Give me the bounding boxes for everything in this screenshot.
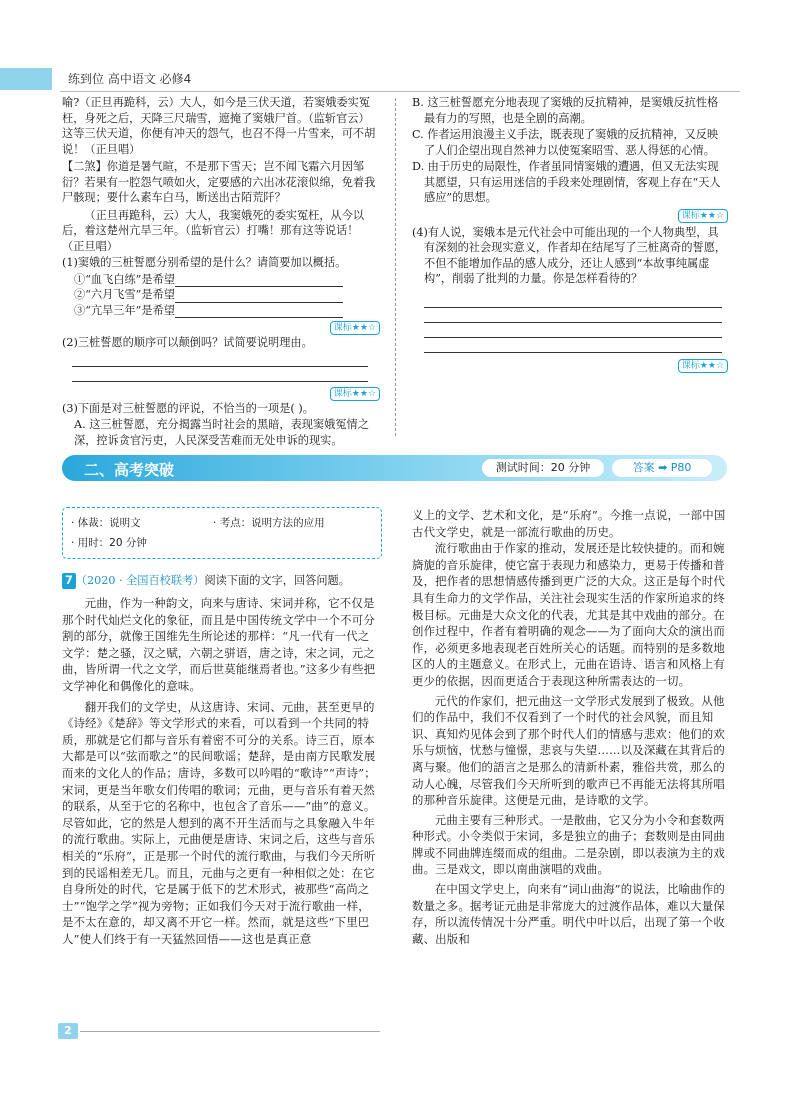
article-left-column — [62, 595, 380, 947]
difficulty-badge: 课标★★☆ — [330, 321, 380, 335]
answer-line[interactable] — [175, 317, 343, 318]
answer-line[interactable] — [424, 338, 722, 353]
test-time-pill: 测试时间：20 分钟 — [482, 459, 604, 477]
question-prompt: 阅读下面的文字，回答问题。 — [204, 574, 350, 587]
answer-row-2: ②“六月飞雪”是希望 — [62, 287, 380, 303]
header-accent-band — [0, 68, 52, 90]
left-upper-column — [62, 95, 380, 449]
answer-line[interactable] — [424, 323, 722, 338]
info-exam-point: · 考点：说明方法的应用 — [213, 517, 325, 529]
answer-line[interactable] — [72, 367, 368, 382]
footer-rule — [80, 1031, 380, 1032]
article-paragraph: 元代的作家们，把元曲这一文学形式发展到了极致。从他们的作品中，我们不仅看到了一个时代的社会风貌，而且知识、真知灼见体会到了那个时代人们的情感与悲欢：他们的欢乐与烦恼，忧愁与憧憬，悲哀与失望……以及深藏在其背后的离与聚。他们的語言之是那么的清新朴素，雅俗共赏，那么的动人心魄，尽管我们今天所听到的歌声已不再能无法将其所唱的那种音乐旋律。这便是元曲，是诗歌的文学。 — [412, 693, 725, 808]
right-upper-column — [412, 95, 728, 373]
question-4: (4)有人说，窦娥本是元代社会中可能出现的一个人物典型，具有深刻的社会现实意义，作者却在结尾写了三桩离奇的誓愿，不但不能增加作品的感人成分，还让人感到“本故事纯属虚构”，削弱了批判的力量。你是怎样看待的？ — [412, 225, 727, 285]
question-number: 7 — [62, 573, 76, 589]
column-divider — [395, 98, 396, 436]
answer-line[interactable] — [424, 293, 722, 308]
answer-line[interactable] — [72, 352, 368, 367]
play-excerpt-3: （正旦再跪科，云）大人，我窦娥死的委实冤枉，从今以后，着这楚州亢旱三年。（监斩官云）打嘴！那有这等说话！（正旦唱） — [62, 208, 365, 253]
article-paragraph: 翻开我们的文学史，从这唐诗、宋词、元曲，甚至更早的《诗经》《楚辞》等文学形式的来看，可以看到一个共同的特质，那就是它们都与音乐有着密不可分的关系。诗三百，原本大都是可以“弦而歌之”的民间歌谣；楚辞，是由南方民歌发展而来的文化人的作品；唐诗，多数可以吟唱的“歌诗”“声诗”；宋词，更是当年歌女们传唱的歌词；元曲，更与音乐有着天然的联系，从至于它的名称中，也包含了音乐——“曲”的意义。尽管如此，它的然是人想到的离不开生活而与之具象融入牛年的流行歌曲。实际上，元曲便是唐诗、宋词之后，这些与音乐相关的“乐府”，正是那一个时代的流行歌曲，与我们今天所听到的民谣相差无几。而且，元曲与之更有一种相似之处：在它自身所处的时代，它是属于低下的艺术形式，被那些“高尚之士”“饱学之学”视为旁物；正如我们今天对于流行歌曲一样，是不太在意的，却又离不开它一样。然而，就是这些“下里巴人”使人们终于有一天猛然回悟——这也是真正意 — [62, 699, 376, 946]
question-1: (1)窦娥的三桩誓愿分别希望的是什么？请简要加以概括。 — [62, 256, 347, 269]
article-paragraph: 义上的文学、艺术和文化，是“乐府”。今推一点说，一部中国古代文学史，就是一部流行歌曲的历史。 — [412, 508, 726, 539]
article-right-column — [412, 507, 728, 947]
question-7-header — [62, 573, 382, 589]
article-paragraph: 在中国文学史上，向来有“词山曲海”的说法，比喻曲作的数量之多。据考证元曲是非常庞大的过渡作品体，难以大量保存，所以流传情况十分严重。明代中叶以后，出现了第一个收藏、出版和 — [412, 882, 726, 946]
article-paragraph: 元曲，作为一种韵文，向来与唐诗、宋词并称，它不仅是那个时代灿烂文化的象征，而且是中国传统文学中一个不可分割的部分，就像王国维先生所论述的那样：“凡一代有一代之文学：楚之骚，汉之赋，六朝之骈语，唐之诗，宋之词，元之曲，皆所谓一代之文学，而后世莫能继焉者也。”这多少有些把文学神化和偶像化的意味。 — [62, 596, 376, 693]
play-excerpt-1: 喻?（正旦再跪科，云）大人，如今是三伏天道，若窦娥委实冤枉，身死之后，天降三尺瑞雪，遮掩了窦娥尸首。（监斩官云）这等三伏天道，你便有冲天的怨气，也召不得一片雪来，可不胡说！（正旦唱） — [62, 96, 376, 156]
question-3: (3)下面是对三桩誓愿的评说，不恰当的一项是( )。 — [62, 401, 314, 415]
question-source: （2020 · 全国百校联考） — [75, 574, 205, 587]
article-paragraph: 流行歌曲由于作家的推动，发展还是比较快捷的。而和婉旖旎的音乐旋律，使它富于表现力和感染力，更易于传播和普及，把作者的思想情感传播到更广泛的大众。这正是每个时代具有生命力的文学作品，关注社会现实生活的作家所追求的终极目标。元曲是大众文化的代表，尤其是其中戏曲的部分。在创作过程中，作者有着明确的观念——为了面向大众的演出而作，必须更多地表现老百姓所关心的话题。而特别的是多数地区的人的主题意义。在形式上，元曲在语诗、语言和风格上有更少的依据，因而更适合于表现这种所需表达的一切。 — [412, 541, 725, 688]
difficulty-badge: 课标★★☆ — [678, 359, 728, 373]
info-time: · 用时：20 分钟 — [71, 537, 147, 549]
answer-row-3: ③“亢旱三年”是希望 — [62, 303, 380, 319]
play-excerpt-2: 【二煞】你道是暑气暄，不是那下雪天；岂不闻飞霜六月因邹衍？若果有一腔怨气喷如火，定要感的六出冰花滚似绵，免着我尸骸现；要什么素车白马，断送出古陌荒阡？ — [62, 160, 376, 204]
question-3-option-b: B. 这三桩誓愿充分地表现了窦娥的反抗精神，是窦娥反抗性格最有力的写照，也是全剧的高潮。 — [412, 96, 719, 125]
header-rule — [60, 91, 740, 92]
header-label: 练到位 高中语文 必修4 — [68, 72, 192, 86]
answer-page-pill[interactable]: 答案 ➡ P80 — [612, 459, 712, 477]
answer-line[interactable] — [424, 308, 722, 323]
question-2: (2)三桩誓愿的顺序可以颠倒吗？试简要说明理由。 — [62, 336, 313, 349]
question-3-option-a: A. 这三桩誓愿，充分揭露当时社会的黑暗，表现窦娥冤情之深，控诉贪官污吏，人民深受苦难而无处申诉的现实。 — [74, 418, 369, 447]
info-genre: · 体裁：说明文 — [71, 517, 141, 529]
page-number: 2 — [58, 1023, 78, 1039]
question-3-option-c: C. 作者运用浪漫主义手法，既表现了窦娥的反抗精神，又反映了人们企望出现自然神力以使冤案昭雪、恶人得惩的心情。 — [412, 128, 719, 157]
question-3-option-d: D. 由于历史的局限性，作者虽同情窦娥的遭遇，但又无法实现其愿望，只有运用迷信的手段来处理剧情，客观上存在“天人感应”的思想。 — [412, 160, 721, 204]
difficulty-badge: 课标★★☆ — [678, 209, 728, 223]
question-info-box — [62, 507, 382, 559]
difficulty-badge: 课标★★☆ — [330, 387, 380, 401]
section-title: 二、高考突破 — [84, 461, 175, 479]
answer-row-1: ①“血飞白练”是希望 — [62, 272, 380, 288]
article-paragraph: 元曲主要有三种形式。一是散曲，它又分为小令和套数两种形式。小令类似于宋词，多是独立的曲子；套数则是由同曲牌或不同曲牌连缀而成的组曲。二是杂剧，即以表演为主的戏曲。三是戏文，即以南曲演唱的戏曲。 — [412, 812, 725, 877]
